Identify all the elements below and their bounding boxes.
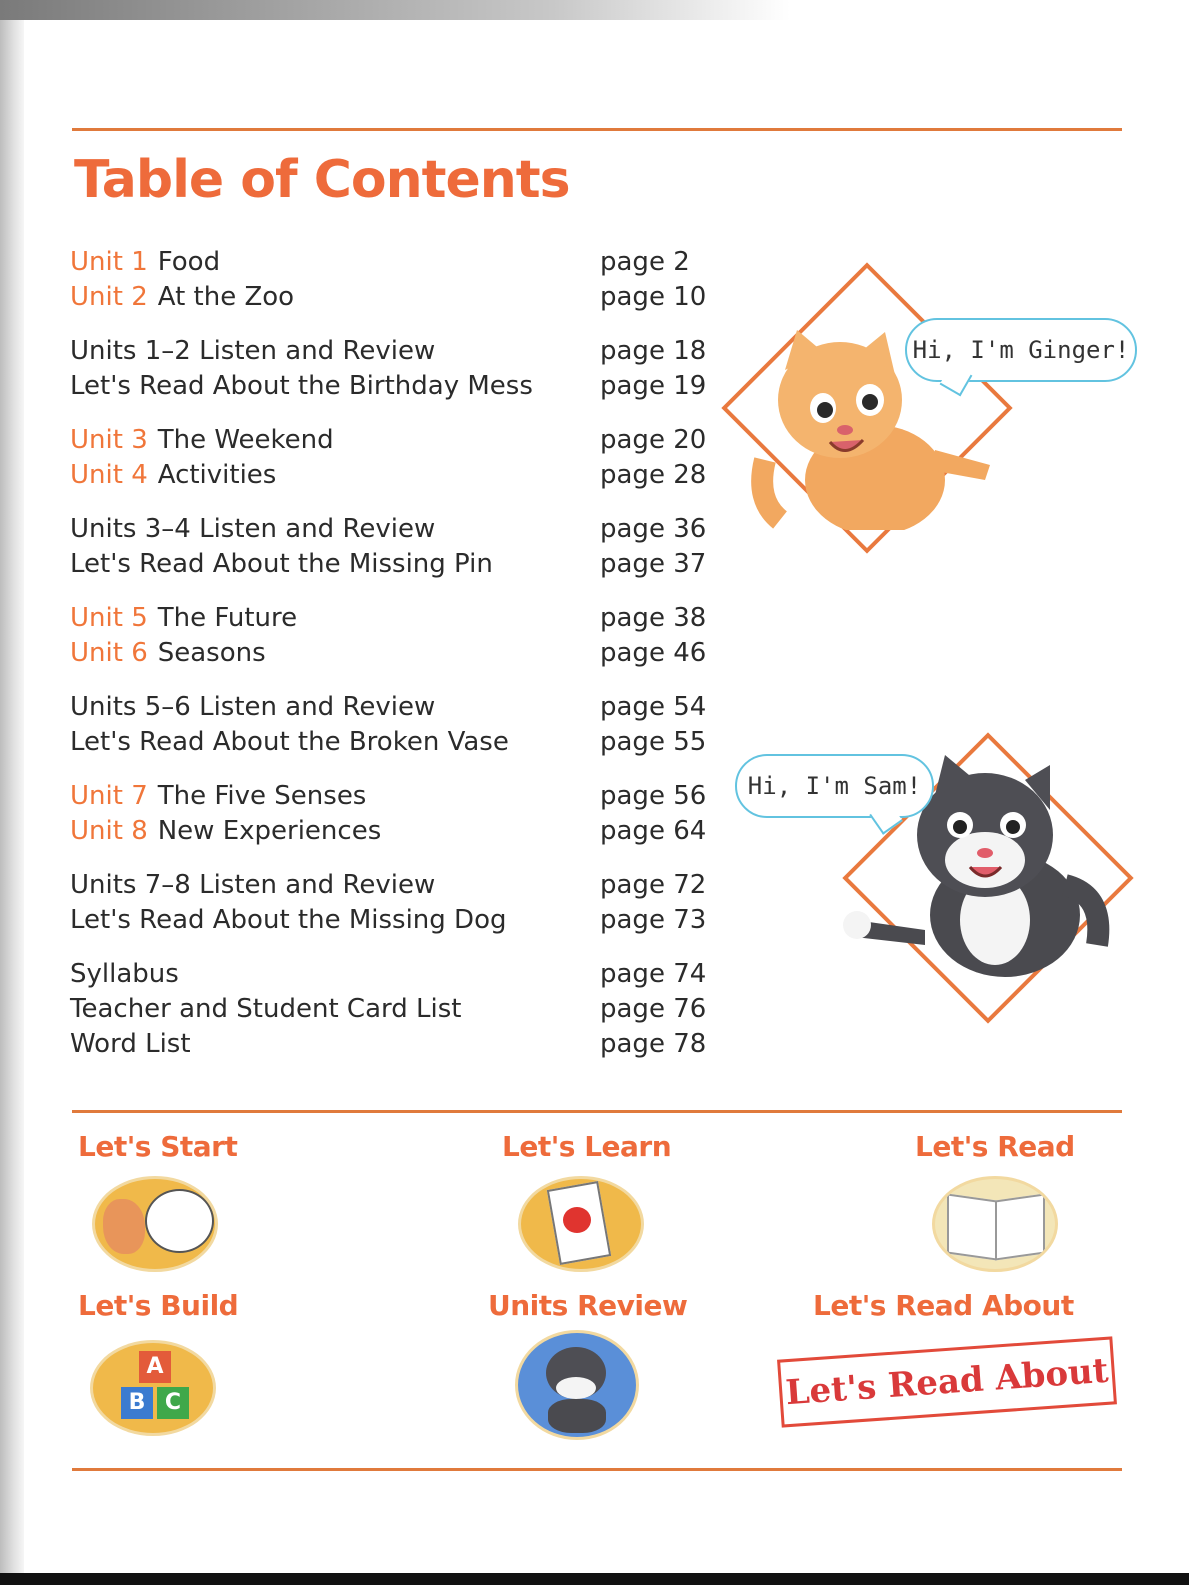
toc-entry-title-cell [70,692,600,722]
toc-entry-title: The Future [157,602,298,633]
toc-entry-title: New Experiences [157,815,382,846]
lets-read-about-stamp: Let's Read About [777,1336,1117,1427]
toc-entry-title-cell [70,603,600,633]
toc-group [70,778,720,848]
sam-speech-bubble [735,754,934,818]
page-binding-shadow [0,0,24,1585]
toc-unit-label: Unit 3 [70,424,148,455]
toc-group [70,600,720,670]
legend-label-lets-learn: Let's Learn [502,1130,672,1163]
toc-page-number: page 73 [600,904,707,935]
lets-build-icon [90,1340,216,1436]
toc-entry [70,635,720,670]
legend-label-units-review: Units Review [488,1289,688,1322]
toc-page-number: page 37 [600,548,707,579]
toc-entry-title-cell [70,1029,600,1059]
toc-entry [70,724,720,759]
lets-start-icon [92,1176,218,1272]
toc-entry-title: Activities [157,459,277,490]
toc-entry-title-cell [70,727,600,757]
toc-entry [70,457,720,492]
block-a: A [139,1351,171,1383]
lets-learn-icon [518,1176,644,1272]
legend-label-lets-start: Let's Start [78,1130,238,1163]
toc-entry-title: Units 5–6 Listen and Review [70,691,436,722]
toc-group [70,689,720,759]
toc-page-number: page 20 [600,424,707,455]
toc-entry-title: Food [157,246,221,277]
toc-page-number: page 72 [600,869,707,900]
toc-entry-title-cell [70,425,600,455]
toc-entry-title-cell [70,959,600,989]
top-edge-shadow [0,0,790,20]
toc-group [70,333,720,403]
toc-entry-title-cell [70,549,600,579]
toc-entry-title-cell [70,336,600,366]
toc-group [70,956,720,1061]
toc-entry [70,244,720,279]
toc-unit-label: Unit 4 [70,459,148,490]
toc-unit-label: Unit 1 [70,246,148,277]
toc-entry-title: Syllabus [70,958,179,989]
toc-page-number: page 28 [600,459,707,490]
toc-entry-title-cell [70,781,600,811]
toc-group [70,422,720,492]
toc-entry-title-cell [70,816,600,846]
bottom-rule [72,1468,1122,1471]
toc-entry [70,867,720,902]
toc-page-number: page 54 [600,691,707,722]
legend-label-lets-read-about: Let's Read About [813,1289,1074,1322]
toc-entry [70,902,720,937]
top-rule [72,128,1122,131]
toc-entry-title-cell [70,282,600,312]
toc-group [70,244,720,314]
ginger-speech-text: Hi, I'm Ginger! [912,336,1130,364]
toc-entry [70,368,720,403]
units-review-icon [515,1330,639,1440]
toc-unit-label: Unit 5 [70,602,148,633]
toc-entry-title: Let's Read About the Missing Pin [70,548,493,579]
toc-page-number: page 10 [600,281,707,312]
toc-page-number: page 78 [600,1028,707,1059]
block-b: B [121,1387,153,1419]
toc-page-number: page 55 [600,726,707,757]
toc-entry [70,546,720,581]
toc-page-number: page 38 [600,602,707,633]
toc-unit-label: Unit 8 [70,815,148,846]
toc-entry-title: Let's Read About the Missing Dog [70,904,507,935]
toc-entry-title: Teacher and Student Card List [70,993,462,1024]
toc-page-number: page 56 [600,780,707,811]
toc-entry [70,689,720,724]
toc-group [70,511,720,581]
toc-page-number: page 74 [600,958,707,989]
middle-rule [72,1110,1122,1113]
toc-unit-label: Unit 6 [70,637,148,668]
toc-page-number: page 76 [600,993,707,1024]
toc-page-number: page 46 [600,637,707,668]
toc-entry [70,279,720,314]
bottom-edge [0,1573,1189,1585]
toc-entry [70,813,720,848]
toc-entry [70,778,720,813]
toc-entry-title-cell [70,247,600,277]
toc-entry-title: At the Zoo [157,281,295,312]
toc-entry-title: The Weekend [157,424,334,455]
toc-entry-title-cell [70,638,600,668]
toc-entry [70,333,720,368]
toc-page-number: page 2 [600,246,690,277]
toc-entry [70,422,720,457]
toc-entry-title: Let's Read About the Birthday Mess [70,370,533,401]
toc-entry [70,956,720,991]
toc-entry-title: Units 3–4 Listen and Review [70,513,436,544]
toc-entry [70,991,720,1026]
block-c: C [157,1387,189,1419]
toc-page-number: page 36 [600,513,707,544]
toc-entry [70,511,720,546]
legend-label-lets-build: Let's Build [78,1289,239,1322]
ginger-speech-bubble [905,318,1137,382]
toc-entry [70,600,720,635]
toc-entry [70,1026,720,1061]
toc-entry-title-cell [70,514,600,544]
toc-entry-title-cell [70,870,600,900]
toc-entry-title-cell [70,460,600,490]
toc-page-number: page 18 [600,335,707,366]
toc-unit-label: Unit 2 [70,281,148,312]
toc-entry-title-cell [70,994,600,1024]
toc-page-number: page 64 [600,815,707,846]
toc-list [70,244,720,1080]
toc-entry-title: Seasons [157,637,266,668]
toc-unit-label: Unit 7 [70,780,148,811]
toc-group [70,867,720,937]
toc-entry-title-cell [70,371,600,401]
legend-label-lets-read: Let's Read [915,1130,1075,1163]
toc-entry-title: Units 1–2 Listen and Review [70,335,436,366]
lets-read-icon [932,1176,1058,1272]
toc-entry-title: The Five Senses [157,780,367,811]
page-title: Table of Contents [74,150,570,210]
toc-page-number: page 19 [600,370,707,401]
toc-entry-title: Units 7–8 Listen and Review [70,869,436,900]
toc-entry-title: Word List [70,1028,191,1059]
sam-speech-text: Hi, I'm Sam! [747,772,922,800]
toc-entry-title: Let's Read About the Broken Vase [70,726,509,757]
toc-entry-title-cell [70,905,600,935]
